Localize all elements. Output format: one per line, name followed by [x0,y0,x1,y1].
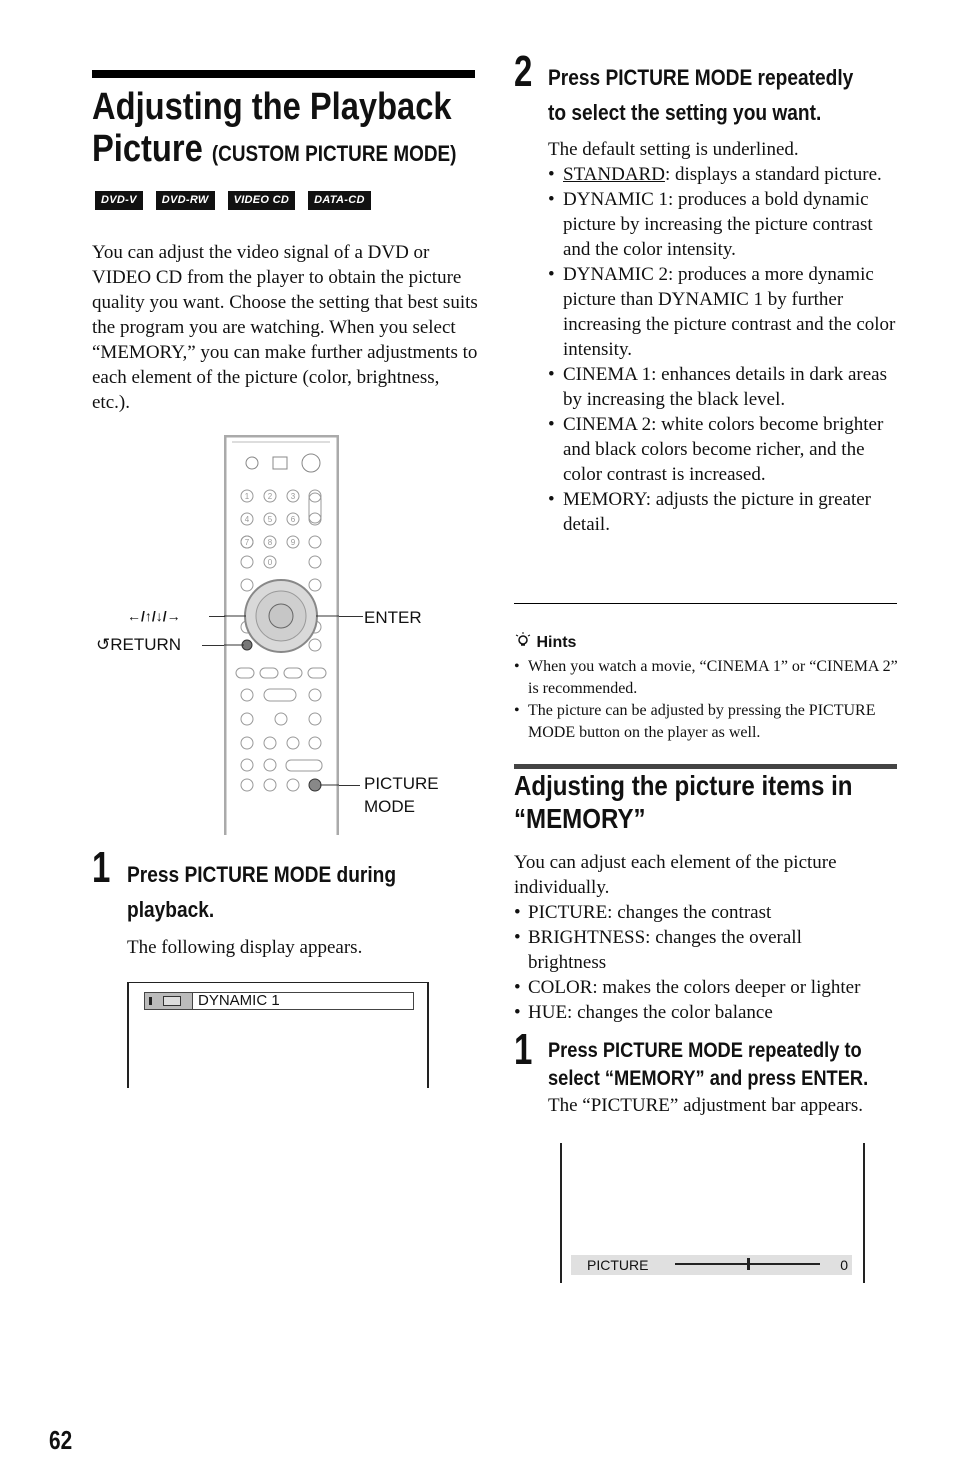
list-item: • PICTURE: changes the contrast [514,902,772,923]
intro-paragraph: You can adjust the video signal of a DVD or VIDEO CD from the player to obtain the picture quality you want. Choose the setting that best suits the program you are watching. When you select “MEMORY,” you can make further adjustments to each element of the picture (color, brightness, etc.). [92,242,478,413]
step-1-heading-line-1: Press PICTURE MODE during [127,862,397,887]
picture-mode-callout-line-1: PICTURE [364,774,439,793]
badge-dvd-v: DVD-V [95,191,143,210]
open-close-button [302,454,320,472]
badge-data-cd: DATA-CD [308,191,371,210]
callout-line-picture-mode [339,785,360,786]
list-item: • CINEMA 1: enhances details in dark areas by increasing the black level. [548,364,887,410]
return-callout-label: RETURN [110,635,182,654]
badge-dvd-rw: DVD-RW [156,191,215,210]
memory-section-title-line-1: Adjusting the picture items in [514,770,853,801]
memory-step-1-heading [548,1037,868,1093]
page-subtitle: (CUSTOM PICTURE MODE) [211,141,457,166]
picture-mode-button [309,779,321,791]
step-2-number: 2 [514,47,533,96]
osd-picture-mode-bar [144,992,414,1010]
item-term-default: STANDARD [563,164,665,185]
osd-mode-value: DYNAMIC 1 [198,992,280,1009]
tv-button [273,457,287,469]
callout-line-return [202,645,224,646]
memory-section-title-line-2: “MEMORY” [514,803,646,834]
memory-section-title [514,769,852,835]
osd-picture-adjustment [560,1143,865,1283]
list-item: • CINEMA 2: white colors become brighter and black colors become richer, and the color contrast is increased. [548,414,884,485]
step-1-heading-line-2: playback. [127,897,215,922]
section-divider [514,603,897,604]
picture-adjustment-bar [571,1255,852,1275]
badge-video-cd: VIDEO CD [228,191,296,210]
adjustment-slider-knob [747,1258,750,1270]
number-key-label: 7 [244,538,250,547]
osd-display-dynamic [127,982,431,1088]
number-key-label: 9 [290,538,296,547]
page-title-line-1: Adjusting the Playback [92,86,452,128]
remote-control-illustration [224,435,339,835]
number-key-label: 0 [267,558,273,567]
page-title [92,86,456,175]
list-item: • DYNAMIC 1: produces a bold dynamic picture by increasing the picture contrast and the color intensity. [548,189,873,260]
step-1-text: The following display appears. [127,937,363,958]
hints-heading-text: Hints [536,634,577,651]
number-key-label: 4 [244,515,250,524]
picture-mode-icon [145,993,193,1009]
arrows-callout: ←/↑/↓/→ [127,608,181,624]
step-1-number: 1 [92,843,111,892]
number-key-label: 2 [267,492,273,501]
lightbulb-icon [514,632,532,650]
hint-item: • The picture can be adjusted by pressing the PICTURE MODE button on the player as well. [514,702,876,741]
step-2-heading-line-1: Press PICTURE MODE repeatedly [548,65,854,90]
list-item: • STANDARD: displays a standard picture. [548,164,882,185]
picture-mode-callout-line-2: MODE [364,797,415,816]
return-callout [96,633,181,656]
number-key-label: 3 [290,492,296,501]
power-button [246,457,258,469]
callout-line-arrows [209,616,225,617]
number-key-label: 5 [267,515,273,524]
memory-step-1-heading-line-1: Press PICTURE MODE repeatedly to [548,1039,862,1062]
number-key-label: 6 [290,515,296,524]
memory-step-1-heading-line-2: select “MEMORY” and press ENTER. [548,1067,869,1090]
hints-heading [514,632,576,654]
memory-step-1-number: 1 [514,1025,533,1074]
enter-button [269,604,293,628]
direction-pad [245,580,317,652]
disc-type-badges [95,191,371,210]
memory-intro-text: You can adjust each element of the picture individually. [514,852,837,898]
title-rule [92,70,475,78]
picture-mode-list [548,137,898,537]
enter-callout: ENTER [364,608,422,627]
list-item: • DYNAMIC 2: produces a more dynamic picture than DYNAMIC 1 by further increasing the picture contrast and the color intensity. [548,264,896,360]
step-2-heading [548,60,853,130]
list-item: • MEMORY: adjusts the picture in greater detail. [548,489,872,535]
list-item: • BRIGHTNESS: changes the overall brightness [514,927,802,973]
adjustment-bar-value: 0 [840,1257,848,1273]
hint-item: • When you watch a movie, “CINEMA 1” or “CINEMA 2” is recommended. [514,658,898,697]
callout-line-enter [339,616,363,617]
picture-mode-callout [364,772,439,818]
step-1-heading [127,857,396,927]
hints-list [514,656,898,744]
step-2-heading-line-2: to select the setting you want. [548,100,822,125]
number-key-label: 8 [267,538,273,547]
return-icon: ↺ [96,635,111,654]
number-key-label: 1 [244,492,250,501]
page-number: 62 [49,1425,73,1455]
adjustment-bar-label: PICTURE [587,1257,649,1273]
list-item: • HUE: changes the color balance [514,1002,773,1023]
page-title-line-2: Picture (CUSTOM PICTURE MODE) [92,128,457,170]
list-item: • COLOR: makes the colors deeper or lighter [514,977,861,998]
memory-step-1-text: The “PICTURE” adjustment bar appears. [548,1095,863,1116]
memory-intro [514,850,904,1025]
step-2-text: The default setting is underlined. [548,139,799,160]
